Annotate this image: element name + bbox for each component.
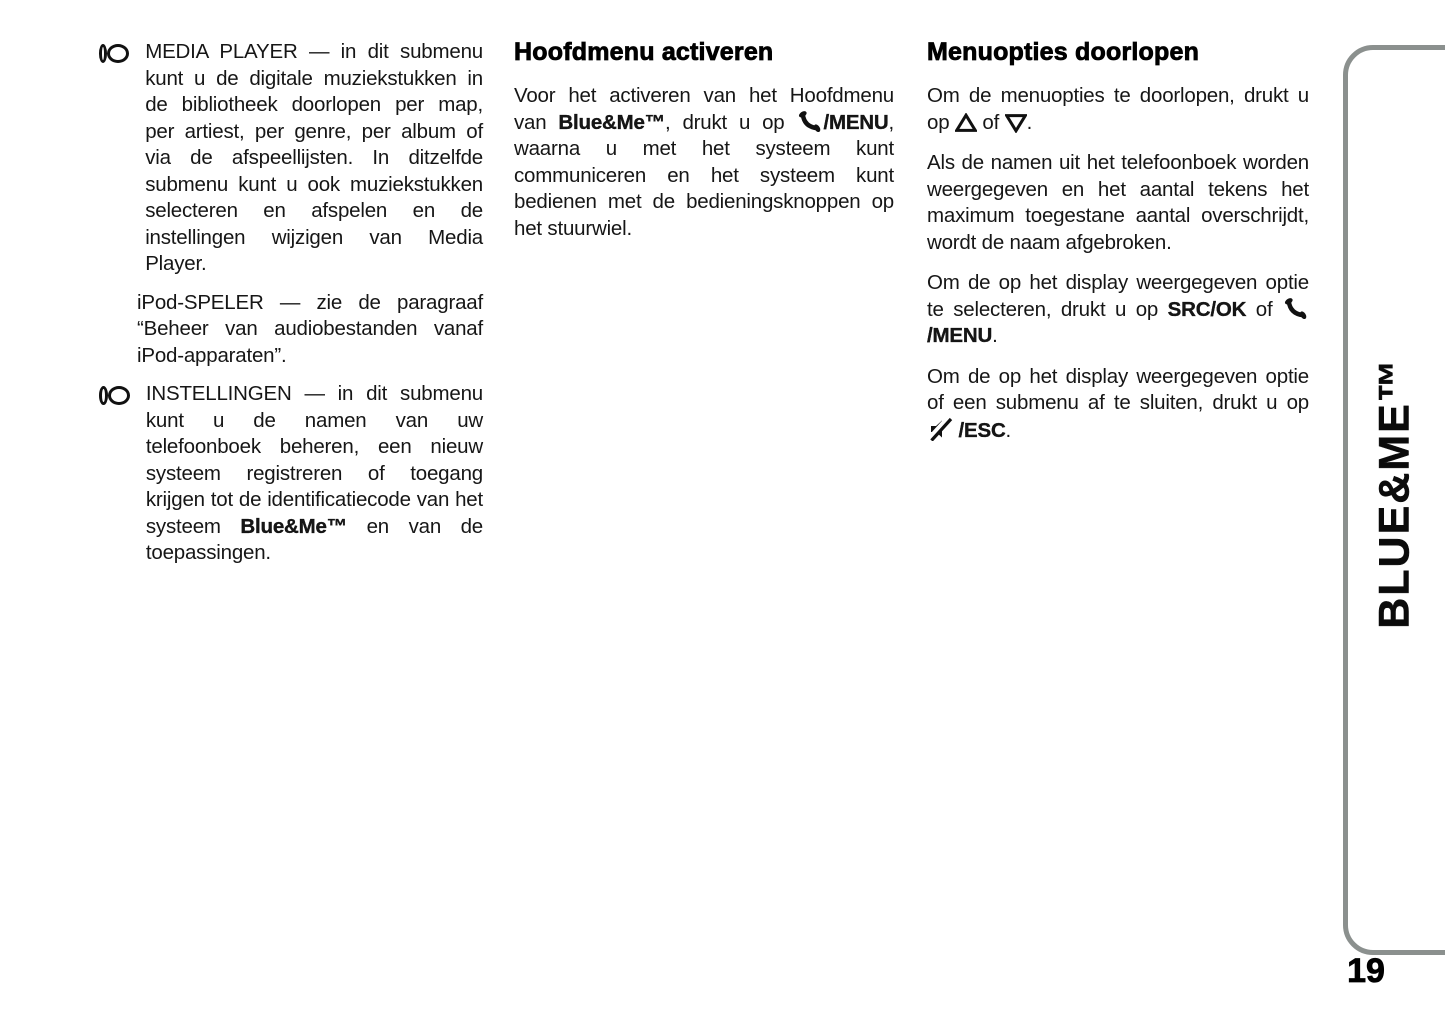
section-body — [927, 83, 1309, 444]
bullet-circle-icon — [107, 39, 145, 278]
bullet-circle-icon — [108, 381, 146, 567]
section-body — [514, 83, 894, 242]
list-item — [99, 39, 483, 278]
phone-handset-icon — [1282, 297, 1309, 320]
page-number: 19 — [1347, 952, 1385, 990]
list-item — [137, 290, 483, 370]
section-heading-hoofdmenu: Hoofdmenu activeren — [514, 38, 774, 66]
column-right — [927, 39, 1309, 458]
paragraph: Als de namen uit het telefoonboek worden weergegeven en het aantal tekens het maximum toegestane aantal overschrijdt, wordt de naam afgebroken. — [927, 151, 1309, 254]
list-item — [99, 381, 483, 567]
paragraph: Om de op het display weergegeven optie te selecteren, drukt u op SRC/OK of /MENU. — [927, 271, 1309, 347]
phone-handset-icon — [796, 110, 823, 133]
sidebar-tab — [1343, 45, 1445, 955]
blueandme-logo: BLUE&ME™ — [1370, 357, 1419, 629]
paragraph: Voor het activeren van het Hoofdmenu van Blue&Me™, drukt u op /MENU, waarna u met het systeem kunt communiceren en het systeem kunt bedienen met de bedieningsknoppen op het stuurwiel. — [514, 84, 895, 240]
paragraph: Om de menuopties te doorlopen, drukt u op of . — [927, 84, 1309, 134]
triangle-down-icon — [1005, 113, 1027, 133]
section-heading-menuopties: Menuopties doorlopen — [927, 38, 1200, 66]
triangle-up-icon — [955, 113, 977, 133]
paragraph-text: MEDIA PLAYER — in dit submenu kunt u de digitale muziekstukken in de bibliotheek doorlopen per map, per artiest, per genre, per album of via de afspeellijsten. In ditzelfde submenu kunt u ook muziekstukken selecteren en afspelen en de instellingen wijzigen van Media Player. — [145, 40, 483, 275]
column-left — [99, 39, 483, 579]
mute-speaker-icon — [927, 417, 953, 441]
paragraph-text: INSTELLINGEN — in dit submenu kunt u de namen van uw telefoonboek beheren, een nieuw systeem registreren of toegang krijgen tot de identificatiecode van het systeem Blue&Me™ en van de toepassingen. — [145, 382, 484, 564]
paragraph-text: iPod-SPELER — zie de paragraaf “Beheer van audiobestanden vanaf iPod-apparaten”. — [137, 290, 483, 367]
paragraph: Om de op het display weergegeven optie of een submenu af te sluiten, drukt u op /ESC. — [927, 364, 1309, 442]
column-middle — [514, 39, 894, 256]
